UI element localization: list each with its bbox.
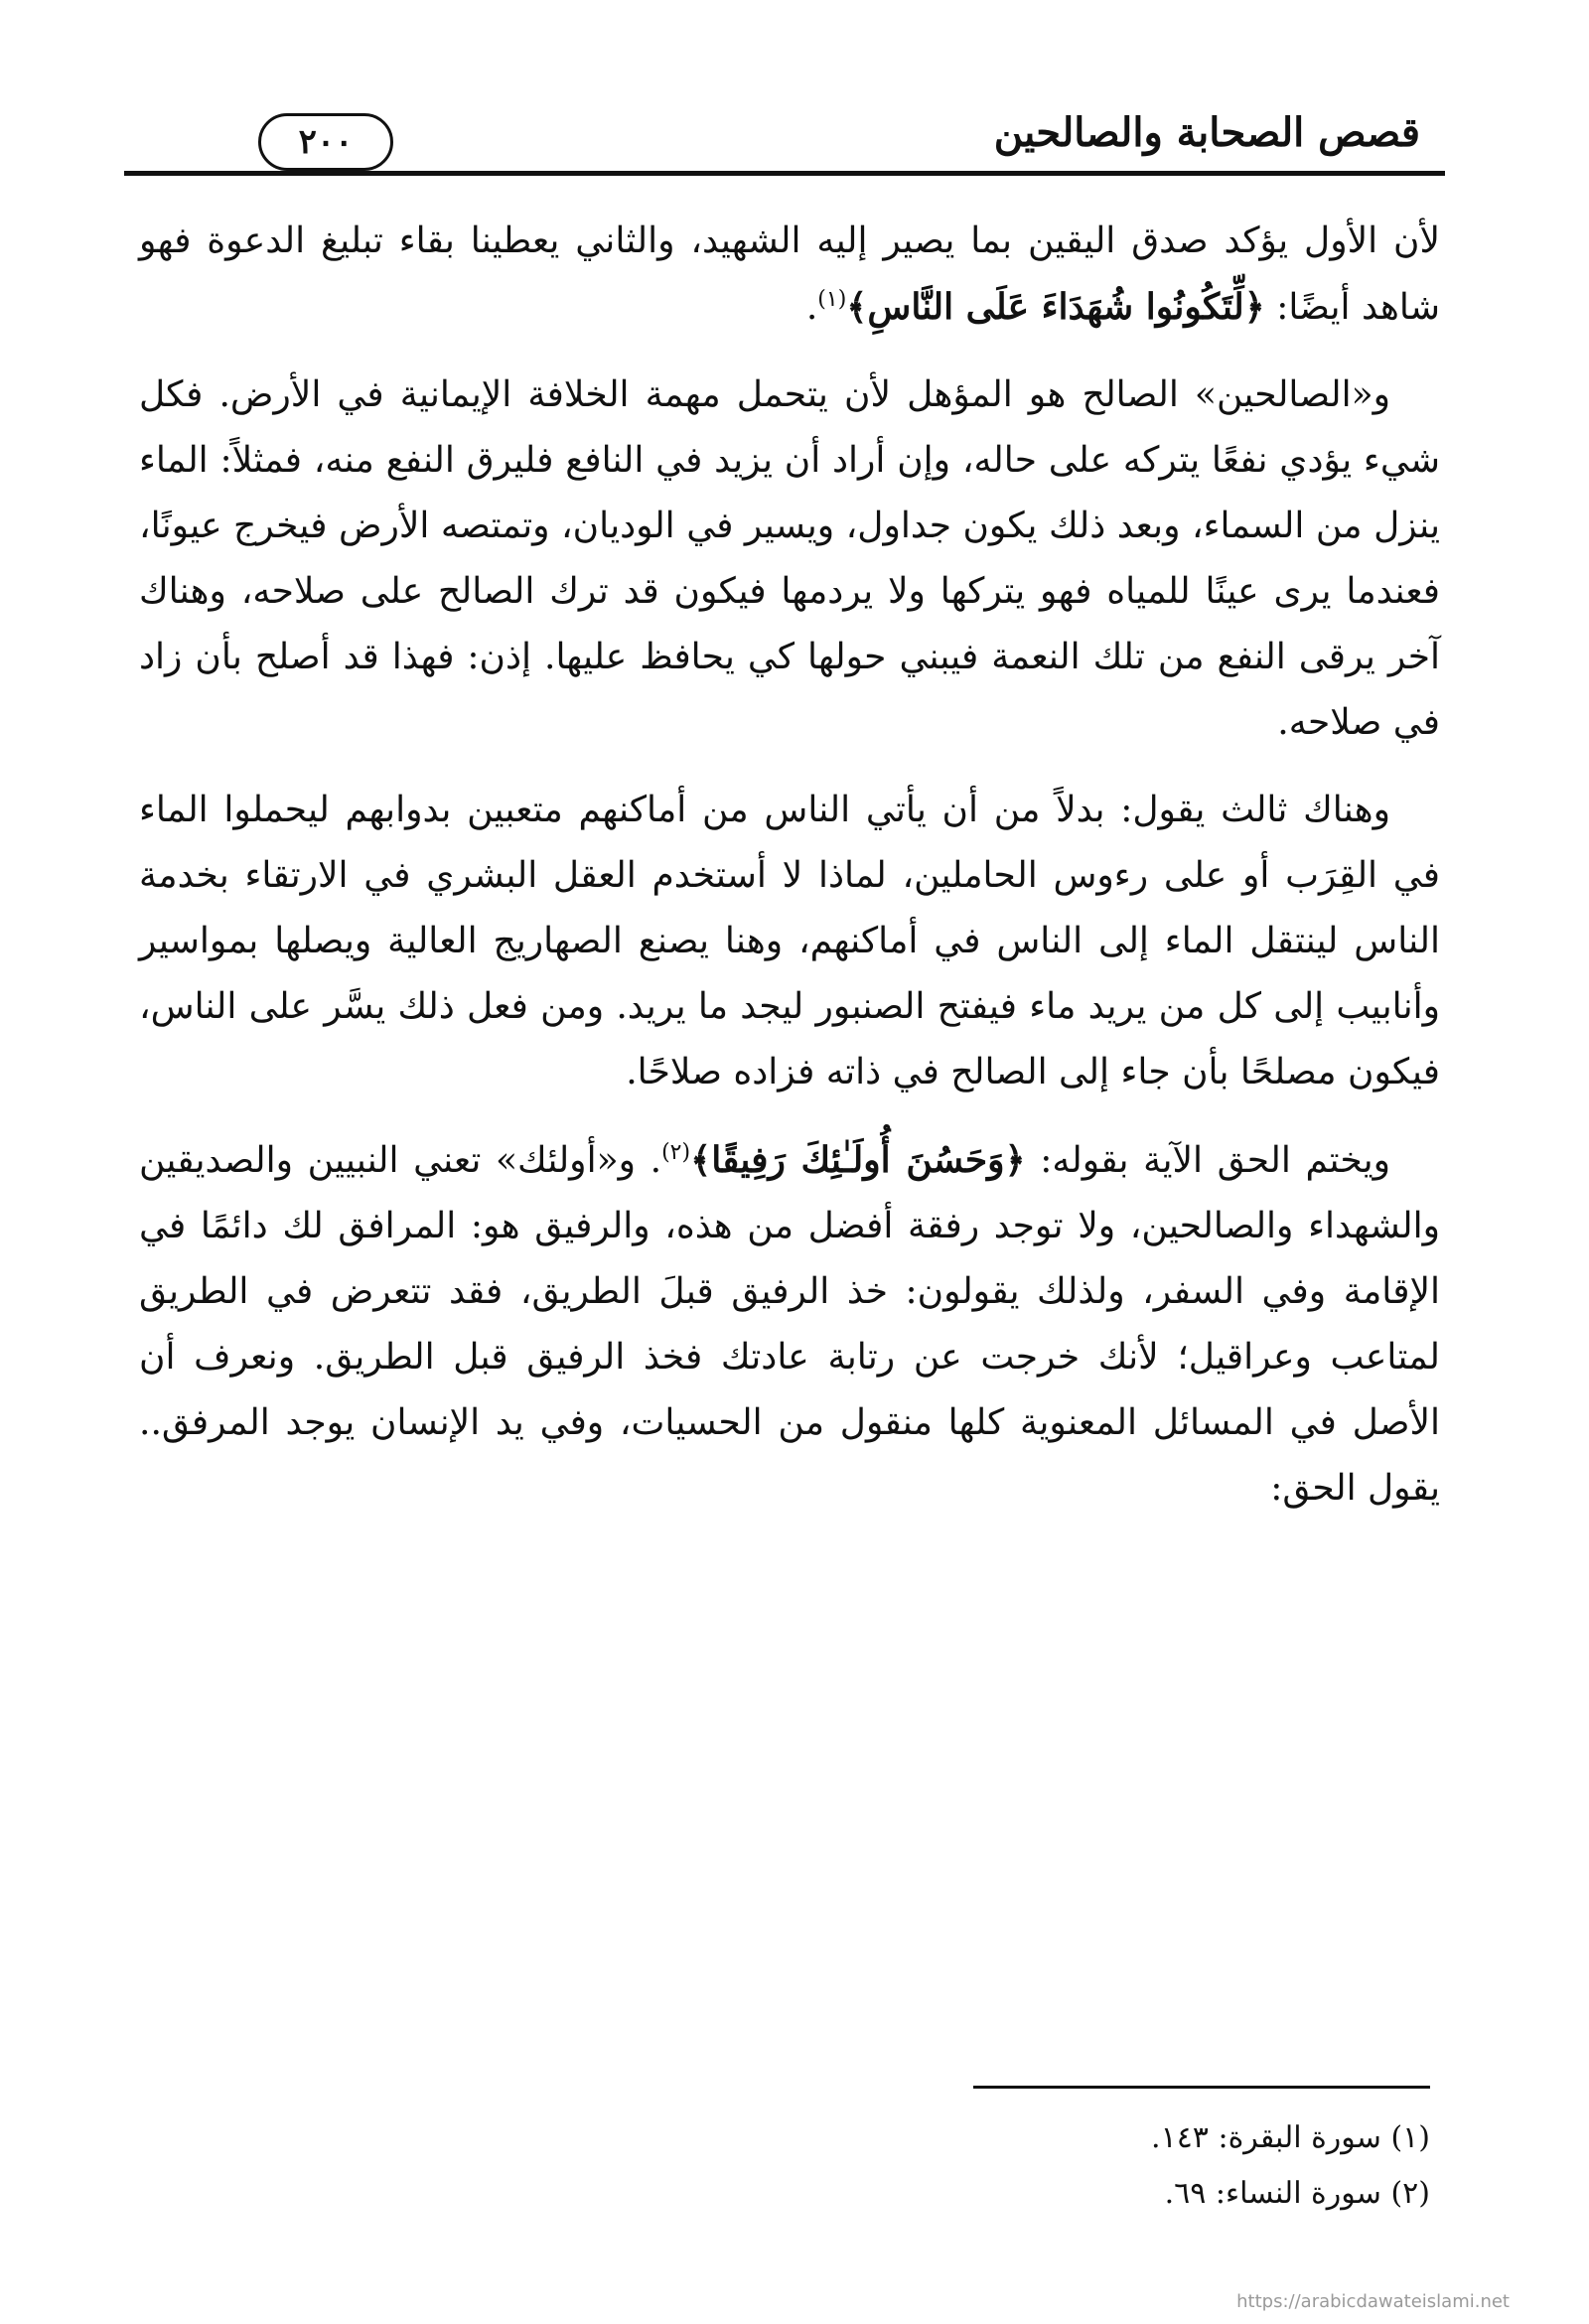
paragraph-2: و«الصالحين» الصالح هو المؤهل لأن يتحمل مهمة الخلافة الإيمانية في الأرض. فكل شيء يؤدي نفعًا يتركه على حاله، وإن أراد أن يزيد في النافع فليرق النفع منه، فمثلاً: الماء ينزل من السماء، وبعد ذلك يكون جداول، ويسير في الوديان، وتمتصه الأرض فيخرج عيونًا، فعندما يرى عينًا للمياه فهو يتركها ولا يردمها فيكون قد ترك الصالح على صلاحه، وهناك آخر يرقى النفع من تلك النعمة فيبني حولها كي يحافظ عليها. إذن: فهذا قد أصلح بأن زاد في صلاحه. bbox=[139, 374, 1440, 743]
main-text bbox=[139, 209, 1440, 1543]
paragraph-4 bbox=[139, 1127, 1440, 1522]
paragraph-1 bbox=[139, 209, 1440, 341]
paragraph-1-text: لأن الأول يؤكد صدق اليقين بما يصير إليه الشهيد، والثاني يعطينا بقاء تبليغ الدعوة فهو شاهد أيضًا: bbox=[139, 220, 1440, 328]
paragraph-4-rest: . و«أولئك» تعني النبيين والصديقين والشهداء والصالحين، ولا توجد رفقة أفضل من هذه، والرفيق هو: المرافق لك دائمًا في الإقامة وفي السفر، ولذلك يقولون: خذ الرفيق قبلَ الطريق، فقد تتعرض في الطريق لمتاعب وعراقيل؛ لأنك خرجت عن رتابة عادتك فخذ الرفيق قبل الطريق. ونعرف أن الأصل في المسائل المعنوية كلها منقول من الحسيات، وفي يد الإنسان يوجد المرفق.. يقول الحق: bbox=[139, 1140, 1440, 1509]
footnote-1: (١) سورة البقرة: ١٤٣. bbox=[1151, 2120, 1430, 2155]
page-header bbox=[119, 99, 1440, 179]
quran-verse-2: ﴿وَحَسُنَ أُولَـٰئِكَ رَفِيقًا﴾ bbox=[690, 1139, 1026, 1181]
page-number: ٢٠٠ bbox=[258, 113, 393, 171]
footnote-divider bbox=[973, 2086, 1430, 2089]
quran-verse-1: ﴿لِّتَكُونُوا شُهَدَاءَ عَلَى النَّاسِ﴾ bbox=[846, 286, 1265, 328]
header-divider bbox=[124, 171, 1445, 176]
paragraph-4-text: ويختم الحق الآية بقوله: bbox=[1025, 1140, 1391, 1181]
footnote-ref-2: (٢) bbox=[661, 1140, 691, 1165]
paragraph-1-end: . bbox=[805, 287, 818, 328]
paragraph-3: وهناك ثالث يقول: بدلاً من أن يأتي الناس من أماكنهم متعبين بدوابهم ليحملوا الماء في القِرَب أو على رءوس الحاملين، لماذا لا أستخدم العقل البشري في الارتقاء بخدمة الناس لينتقل الماء إلى الناس في أماكنهم، وهنا يصنع الصهاريج العالية ويصلها بمواسير وأنابيب إلى كل من يريد ماء فيفتح الصنبور ليجد ما يريد. ومن فعل ذلك يسَّر على الناس، فيكون مصلحًا بأن جاء إلى الصالح في ذاته فزاده صلاحًا. bbox=[139, 790, 1440, 1092]
footnotes bbox=[536, 2110, 1430, 2222]
book-title: قصص الصحابة والصالحين bbox=[993, 109, 1420, 156]
watermark-url: https://arabicdawateislami.net bbox=[1236, 2291, 1510, 2312]
footnote-ref-1: (١) bbox=[817, 287, 847, 312]
footnote-2: (٢) سورة النساء: ٦٩. bbox=[1164, 2176, 1430, 2211]
